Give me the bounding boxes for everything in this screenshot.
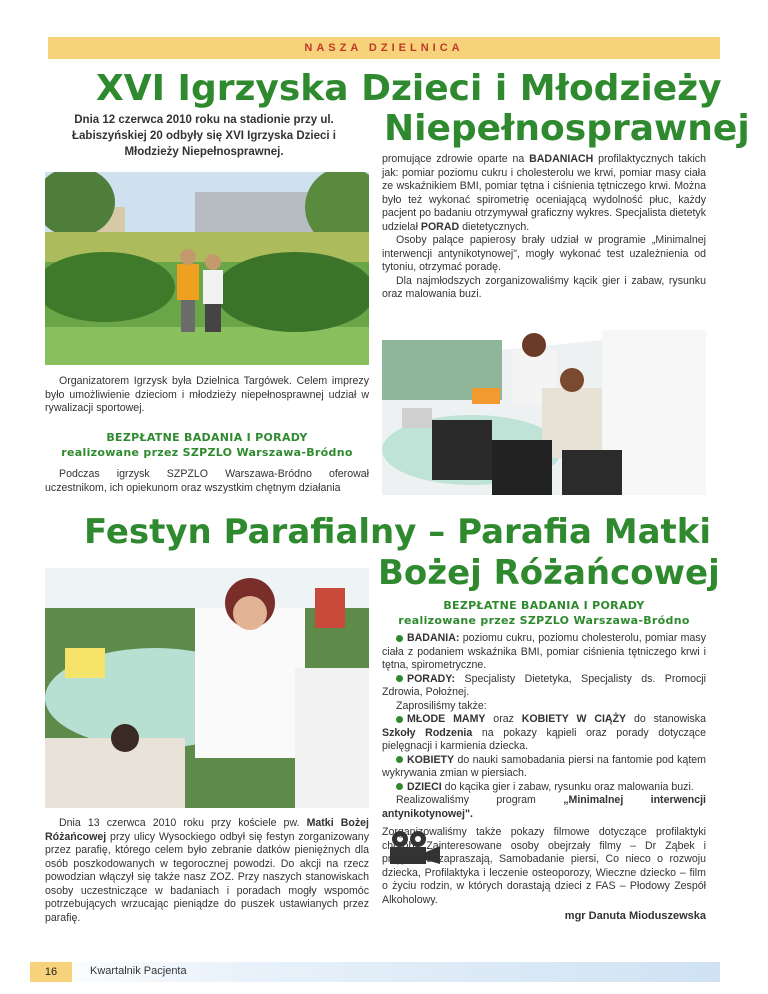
bullet-icon bbox=[396, 675, 403, 682]
article2-subhead-line2: realizowane przez SZPZLO Warszawa-Bródno bbox=[398, 614, 690, 627]
article1-subhead bbox=[45, 430, 369, 460]
program-text: Realizowaliśmy program „Minimalnej interwencji antynikotynowej". bbox=[382, 794, 706, 820]
footer-title: Kwartalnik Pacjenta bbox=[90, 965, 187, 977]
section-header-bar bbox=[48, 37, 720, 59]
article1-title-line2: Niepełnosprawnej bbox=[384, 108, 750, 149]
article1-right-column bbox=[382, 153, 706, 302]
article2-left-column: Dnia 13 czerwca 2010 roku przy kościele pw. Matki Bożej Różańcowej przy ulicy Wysockiego odbył się festyn zorganizowany przez parafię, którego celem było zebranie datków pieniężnych dla osób poszkodowanych w tegorocznej powodzi. Do akcji na rzecz powodzian włączył się także nasz ZOZ. Przy naszych stanowiskach osoby uczestniczące w badaniach i poradach mogły wspomóc potrzebujących wrzucając pieniądze do puszek ustawianych przez parafię. bbox=[45, 817, 369, 924]
bullet-icon bbox=[396, 635, 403, 642]
article2-subhead bbox=[382, 598, 706, 628]
bullet-dzieci: DZIECI do kącika gier i zabaw, rysunku oraz malowania buzi. bbox=[382, 781, 706, 795]
article1-right-p3: Dla najmłodszych zorganizowaliśmy kącik gier i zabaw, rysunku oraz malowania buzi. bbox=[382, 274, 706, 300]
bullet-porady: PORADY: Specjalisty Dietetyka, Specjalisty ds. Promocji Zdrowia, Położnej. bbox=[382, 672, 706, 698]
bullet-mamy: MŁODE MAMY oraz KOBIETY W CIĄŻY do stanowiska Szkoły Rodzenia na pokazy kąpieli oraz porady dotyczące pielęgnacji i karmienia dziecka. bbox=[382, 713, 706, 752]
article2-subhead-line1: BEZPŁATNE BADANIA I PORADY bbox=[443, 599, 645, 612]
tent-consultation-photo bbox=[382, 310, 706, 495]
article1-left-paragraph: Podczas igrzysk SZPZLO Warszawa-Bródno oferował uczestnikom, ich opiekunom oraz wszystkim chętnym działania bbox=[45, 468, 369, 494]
article1-lead: Dnia 12 czerwca 2010 roku na stadionie przy ul. Łabiszyńskiej 20 odbyły się XVI Igrzyska Dzieci i Młodzieży Niepełnosprawnej. bbox=[72, 114, 336, 158]
author: mgr Danuta Mioduszewska bbox=[564, 910, 706, 922]
bullet-icon bbox=[396, 783, 403, 790]
bullet-icon bbox=[396, 716, 403, 723]
article2-title-line2: Bożej Różańcowej bbox=[378, 553, 720, 593]
stadium-photo bbox=[45, 172, 369, 365]
article1-title-line1: XVI Igrzyska Dzieci i Młodzieży bbox=[96, 68, 722, 109]
article2-right-column bbox=[382, 632, 706, 821]
article2-films: Zorganizowaliśmy także pokazy filmowe dotyczące profilaktyki chorób. Zainteresowane osoby obejrzały filmy – Dr Ząbek i przyjaciele zapraszają, Samobadanie piersi, Co nieco o rozwoju dziecka, Profilaktyka i leczenie osteoporozy, Wieczne dziecko – film o życiu rodzin, w których dorastają dzieci z FAS – Płodowy Zespół Alkoholowy. bbox=[382, 826, 706, 906]
invite-text: Zaprosiliśmy także: bbox=[396, 699, 487, 712]
article1-subhead-line2: realizowane przez SZPZLO Warszawa-Bródno bbox=[61, 446, 353, 459]
article1-right-p1: promujące zdrowie oparte na BADANIACH profilaktycznych takich jak: pomiar poziomu cukru i cholesterolu we krwi, pomiar masy ciała ze wskaźnikiem BMI, pomiar tętna i ciśnienia tętniczego krwi. Można było też wykonać spirometrię oceniającą wydolność płuc, każdy pacjent po badaniu otrzymywał graficzny wykres. Specjalista dietetyk udzielał PORAD dietetycznych. bbox=[382, 153, 706, 233]
bullet-kobiety: KOBIETY do nauki samobadania piersi na fantomie pod kątem wykrywania zmian w piersiach. bbox=[382, 753, 706, 779]
section-label: NASZA DZIELNICA bbox=[304, 42, 464, 54]
nurse-photo bbox=[45, 568, 369, 808]
article1-right-p2: Osoby palące papierosy brały udział w programie „Minimalnej interwencji antynikotynowej", mogły wykonać test uzależnienia od tytoniu, otrzymać poradę. bbox=[382, 234, 706, 273]
bullet-badania: BADANIA: poziomu cukru, poziomu cholesterolu, pomiar masy ciała z podaniem wskaźnika BMI, pomiar ciśnienia tętniczego krwi i tętna, spirometryczne. bbox=[382, 632, 706, 671]
article2-title-line1: Festyn Parafialny – Parafia Matki bbox=[84, 512, 712, 552]
article1-subhead-line1: BEZPŁATNE BADANIA I PORADY bbox=[106, 431, 308, 444]
article1-caption: Organizatorem Igrzysk była Dzielnica Targówek. Celem imprezy było umożliwienie dzieciom i młodzieży niepełnosprawnej udział w rywalizacji sportowej. bbox=[45, 375, 369, 414]
page-number: 16 bbox=[30, 962, 72, 982]
bullet-icon bbox=[396, 756, 403, 763]
